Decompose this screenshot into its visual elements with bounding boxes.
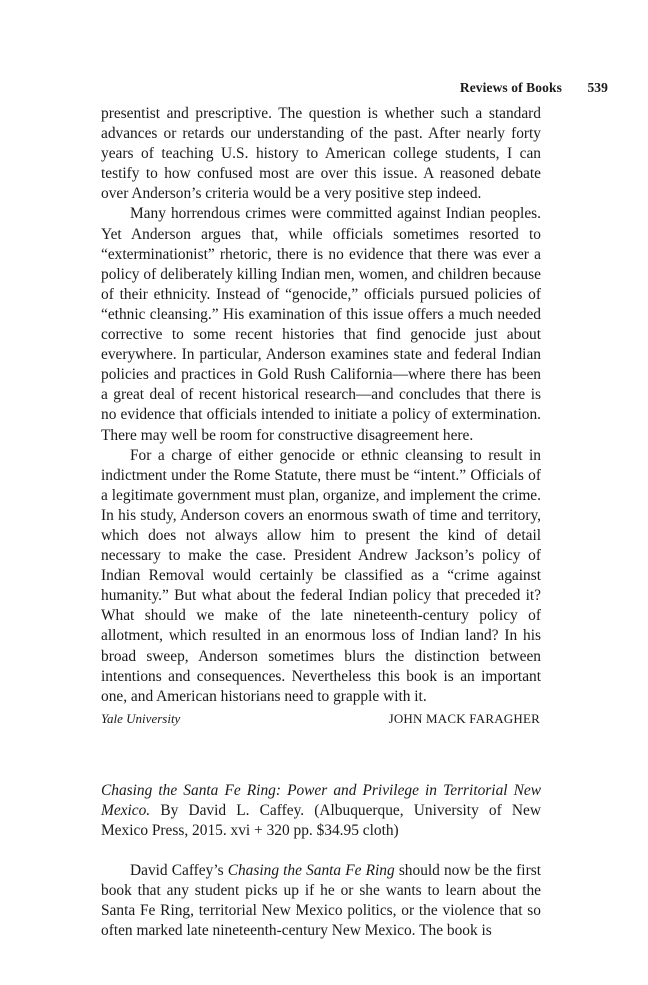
reviewer-name: JOHN MACK FARAGHER [388,710,540,726]
review-paragraph [101,861,541,941]
page-body [101,104,541,941]
review-opening-author: David Caffey’s [130,862,224,880]
reviewer-affiliation: Yale University [101,710,181,726]
running-title: Reviews of Books [459,80,562,95]
review-paragraph: Many horrendous crimes were committed against Indian peoples. Yet Anderson argues that, while officials sometimes resorted to “exterminationist” rhetoric, there is no evidence that there was ever a policy of deliberately killing Indian men, women, and children because of their ethnicity. Instead of “genocide,” officials pursued policies of “ethnic cleansing.” His examination of this issue offers a much needed corrective to some recent histories that find genocide just about everywhere. In particular, Anderson examines state and federal Indian policies and practices in Gold Rush California—where there has been a great deal of recent historical research—and concludes that there is no evidence that officials intended to initiate a policy of extermination. There may well be room for constructive disagreement here. [101,205,541,444]
review-opening-text: should now be the first book that any student picks up if he or she wants to learn about the Santa Fe Ring, territorial New Mexico politics, or the violence that so often marked late nineteenth-century New Mexico. The book is [101,862,541,940]
book-citation-details: By David L. Caffey. (Albuquerque, University of New Mexico Press, 2015. xvi + 320 pp. $34.95 cloth) [101,801,541,839]
review-paragraph: For a charge of either genocide or ethnic cleansing to result in indictment under the Rome Statute, there must be “intent.” Officials of a legitimate government must plan, organize, and implement the crime. In his study, Anderson covers an enormous swath of time and territory, which does not always allow him to present the kind of detail necessary to make the case. President Andrew Jackson’s policy of Indian Removal would certainly be classified as a “crime against humanity.” But what about the federal Indian policy that preceded it? What should we make of the late nineteenth-century policy of allotment, which resulted in an enormous loss of Indian land? In his broad sweep, Anderson sometimes blurs the distinction between intentions and consequences. Nevertheless this book is an important one, and American historians need to grapple with it. [101,446,541,705]
review-signature [101,711,541,727]
review-paragraph: presentist and prescriptive. The question is whether such a standard advances or retards our understanding of the past. After nearly forty years of teaching U.S. history to American college students, I can testify to how confused most are over this issue. A reasoned debate over Anderson’s criteria would be a very positive step indeed. [101,105,541,203]
page-number: 539 [587,80,608,95]
book-title: Chasing the Santa Fe Ring: Power and Privilege in Territorial New Mexico. [101,781,541,819]
review-opening-title: Chasing the Santa Fe Ring [227,862,395,880]
book-citation [101,781,541,841]
running-head [460,80,608,96]
